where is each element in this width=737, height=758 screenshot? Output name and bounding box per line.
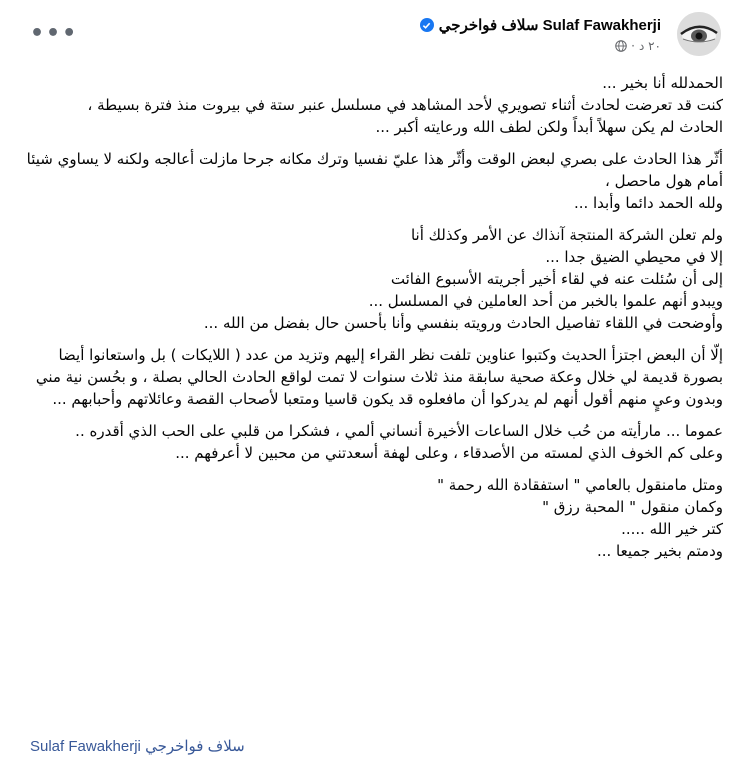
avatar[interactable]	[677, 12, 721, 56]
text-line: إلى أن سُئلت عنه في لقاء أخير أجريته الأسبوع الفائت	[390, 270, 723, 288]
author-row	[420, 16, 661, 34]
text-line: إلّا أن البعض اجتزأ الحديث وكتبوا عناوين تلفت نظر القراء إليهم وتزيد من عدد ( اللايكات ) بل واستعانوا أيضا	[58, 346, 723, 364]
author-footer-link[interactable]: Sulaf Fawakherji سلاف فواخرجي	[30, 738, 245, 755]
text-line: عموما ... مارأيته من حُب خلال الساعات الأخيرة أنساني ألمي ، فشكرا من قلبي على الحب الذي أقدره ..	[75, 422, 723, 440]
text-line: كنت قد تعرضت لحادث أثناء تصويري لأحد المشاهد في مسلسل عنبر ستة في بيروت منذ فترة بسيطة ،	[87, 96, 723, 114]
text-line: الحادث لم يكن سهلاً أبداً ولكن لطف الله ورعايته أكبر ...	[375, 118, 723, 136]
timestamp[interactable]: ٢٠ د	[638, 39, 661, 53]
text-line: ويبدو أنهم علموا بالخبر من أحد العاملين في المسلسل ...	[368, 292, 723, 310]
more-options-button[interactable]: •••	[30, 21, 79, 46]
paragraph	[10, 72, 723, 138]
text-line: أثّر هذا الحادث على بصري لبعض الوقت وأثّر هذا عليّ نفسيا وترك مكانه جرحا مازلت أعالجه ولكنه لا يساوي شيئا أمام هول ماحصل ،	[26, 150, 723, 190]
text-line: ومتل مامنقول بالعامي " استفقادة الله رحمة "	[437, 476, 723, 494]
paragraph	[10, 224, 723, 334]
author-name[interactable]: Sulaf Fawakherji سلاف فواخرجي	[438, 17, 661, 34]
text-line: إلا في محيطي الضيق جدا ...	[545, 248, 723, 266]
text-line: وأوضحت في اللقاء تفاصيل الحادث ورويته بنفسي وأنا بأحسن حال بفضل من الله ...	[203, 314, 723, 332]
paragraph	[10, 148, 723, 214]
text-line: بصورة قديمة لي خلال وعكة صحية سابقة منذ ثلاث سنوات لا تمت لواقع الحادث الحالي بصلة ، و بحُسن نية مني وبدون وعيٍ منهم أقول أنهم لم يدركوا أن مافعلوه قد يكون قاسيا ومتعبا لأصحاب القصة وعائلاتهم وأحبابهم ...	[35, 368, 723, 408]
text-line: ولله الحمد دائما وأبدا ...	[573, 194, 723, 212]
paragraph	[10, 474, 723, 562]
post-meta	[615, 39, 661, 53]
verified-badge-icon	[420, 18, 434, 32]
text-line: ولم تعلن الشركة المنتجة آنذاك عن الأمر وكذلك أنا	[410, 226, 723, 244]
post-header	[0, 12, 737, 60]
paragraph	[10, 420, 723, 464]
text-line: كتر خير الله .....	[621, 520, 723, 538]
meta-separator: ·	[631, 39, 635, 53]
post-body	[10, 72, 723, 572]
text-line: ودمتم بخير جميعا ...	[596, 542, 723, 560]
text-line: وكمان منقول " المحبة رزق "	[542, 498, 723, 516]
paragraph	[10, 344, 723, 410]
text-line: الحمدلله أنا بخير ...	[602, 74, 723, 92]
avatar-eye-image	[677, 12, 721, 56]
globe-icon	[615, 40, 627, 52]
text-line: وعلى كم الخوف الذي لمسته من الأصدقاء ، وعلى لهفة أسعدتني من محبين لا أعرفهم ...	[175, 444, 723, 462]
